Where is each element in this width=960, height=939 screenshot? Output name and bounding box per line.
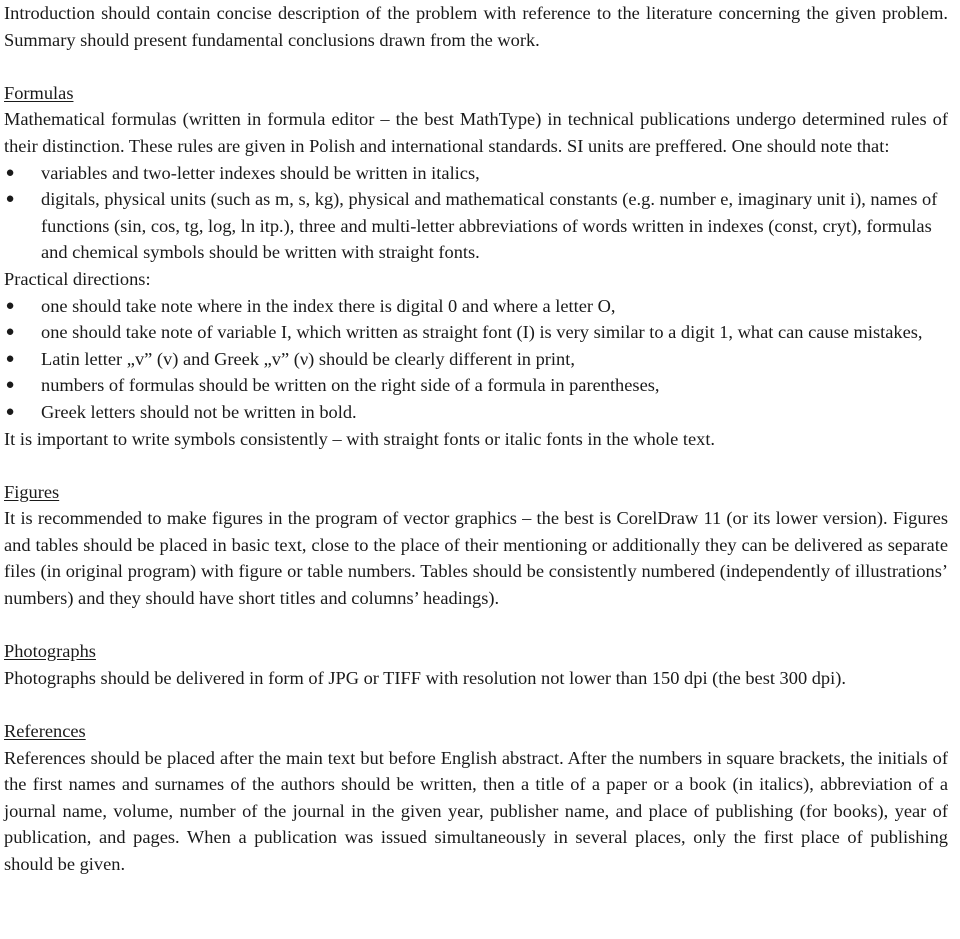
practical-directions-list bbox=[4, 293, 948, 426]
references-paragraph: References should be placed after the main text but before English abstract. After the numbers in square brackets, the initials of the first names and surnames of the authors should be written, then a title of a paper or a book (in italics), abbreviation of a journal name, volume, number of the journal in the given year, publisher name, and place of publishing (for books), year of publication, and pages. When a publication was issued simultaneously in several places, only the first place of publishing should be given. bbox=[4, 747, 948, 874]
list-item-text: one should take note of variable I, which written as straight font (I) is very similar to a digit 1, what can cause mistakes, bbox=[41, 322, 923, 343]
bullet-icon: ● bbox=[5, 403, 15, 420]
list-item-text: Greek letters should not be written in bold. bbox=[41, 401, 357, 422]
list-item bbox=[4, 372, 948, 399]
formulas-paragraph: Mathematical formulas (written in formula editor – the best MathType) in technical publications undergo determined rules of their distinction. These rules are given in Polish and international standards. SI units are preffered. One should note that: bbox=[4, 109, 948, 156]
formulas-heading: Formulas bbox=[4, 82, 74, 103]
spacer bbox=[4, 452, 948, 479]
spacer bbox=[4, 53, 948, 80]
figures-paragraph: It is recommended to make figures in the program of vector graphics – the best is CorelDraw 11 (or its lower version). Figures and tables should be placed in basic text, close to the place of their mentioning or additionally they can be delivered as separate files (in original program) with figure or table numbers. Tables should be consistently numbered (independently of illustrations’ numbers) and they should have short titles and columns’ headings). bbox=[4, 508, 948, 609]
bullet-icon: ● bbox=[5, 191, 15, 208]
list-item bbox=[4, 346, 948, 373]
bullet-icon: ● bbox=[5, 164, 15, 181]
list-item-text: digitals, physical units (such as m, s, kg), physical and mathematical constants (e.g. number e, imaginary unit i), names of functions (sin, cos, tg, log, ln itp.), three and multi-letter abbreviations of words written in indexes (const, cryt), formulas and chemical symbols should be written with straight fonts. bbox=[41, 189, 938, 263]
list-item-text: Latin letter „v” (v) and Greek „v” (ν) should be clearly different in print, bbox=[41, 348, 575, 369]
bullet-icon: ● bbox=[5, 324, 15, 341]
list-item-text: numbers of formulas should be written on the right side of a formula in parentheses, bbox=[41, 375, 660, 396]
bullet-icon: ● bbox=[5, 350, 15, 367]
formulas-closing: It is important to write symbols consistently – with straight fonts or italic fonts in the whole text. bbox=[4, 428, 716, 449]
bullet-icon: ● bbox=[5, 377, 15, 394]
bullet-icon: ● bbox=[5, 297, 15, 314]
intro-paragraph: Introduction should contain concise description of the problem with reference to the literature concerning the given problem. Summary should present fundamental conclusions drawn from the work. bbox=[4, 3, 948, 50]
list-item-text: one should take note where in the index there is digital 0 and where a letter O, bbox=[41, 295, 616, 316]
list-item bbox=[4, 160, 948, 187]
photographs-heading: Photographs bbox=[4, 641, 96, 662]
formulas-bullet-list bbox=[4, 160, 948, 266]
practical-directions-label: Practical directions: bbox=[4, 268, 151, 289]
spacer bbox=[4, 691, 948, 718]
list-item bbox=[4, 399, 948, 426]
photographs-paragraph: Photographs should be delivered in form of JPG or TIFF with resolution not lower than 150 dpi (the best 300 dpi). bbox=[4, 667, 846, 688]
references-heading: References bbox=[4, 721, 86, 742]
list-item-text: variables and two-letter indexes should be written in italics, bbox=[41, 162, 480, 183]
list-item bbox=[4, 186, 948, 266]
figures-heading: Figures bbox=[4, 481, 60, 502]
list-item bbox=[4, 293, 948, 320]
list-item bbox=[4, 319, 948, 346]
spacer bbox=[4, 612, 948, 639]
